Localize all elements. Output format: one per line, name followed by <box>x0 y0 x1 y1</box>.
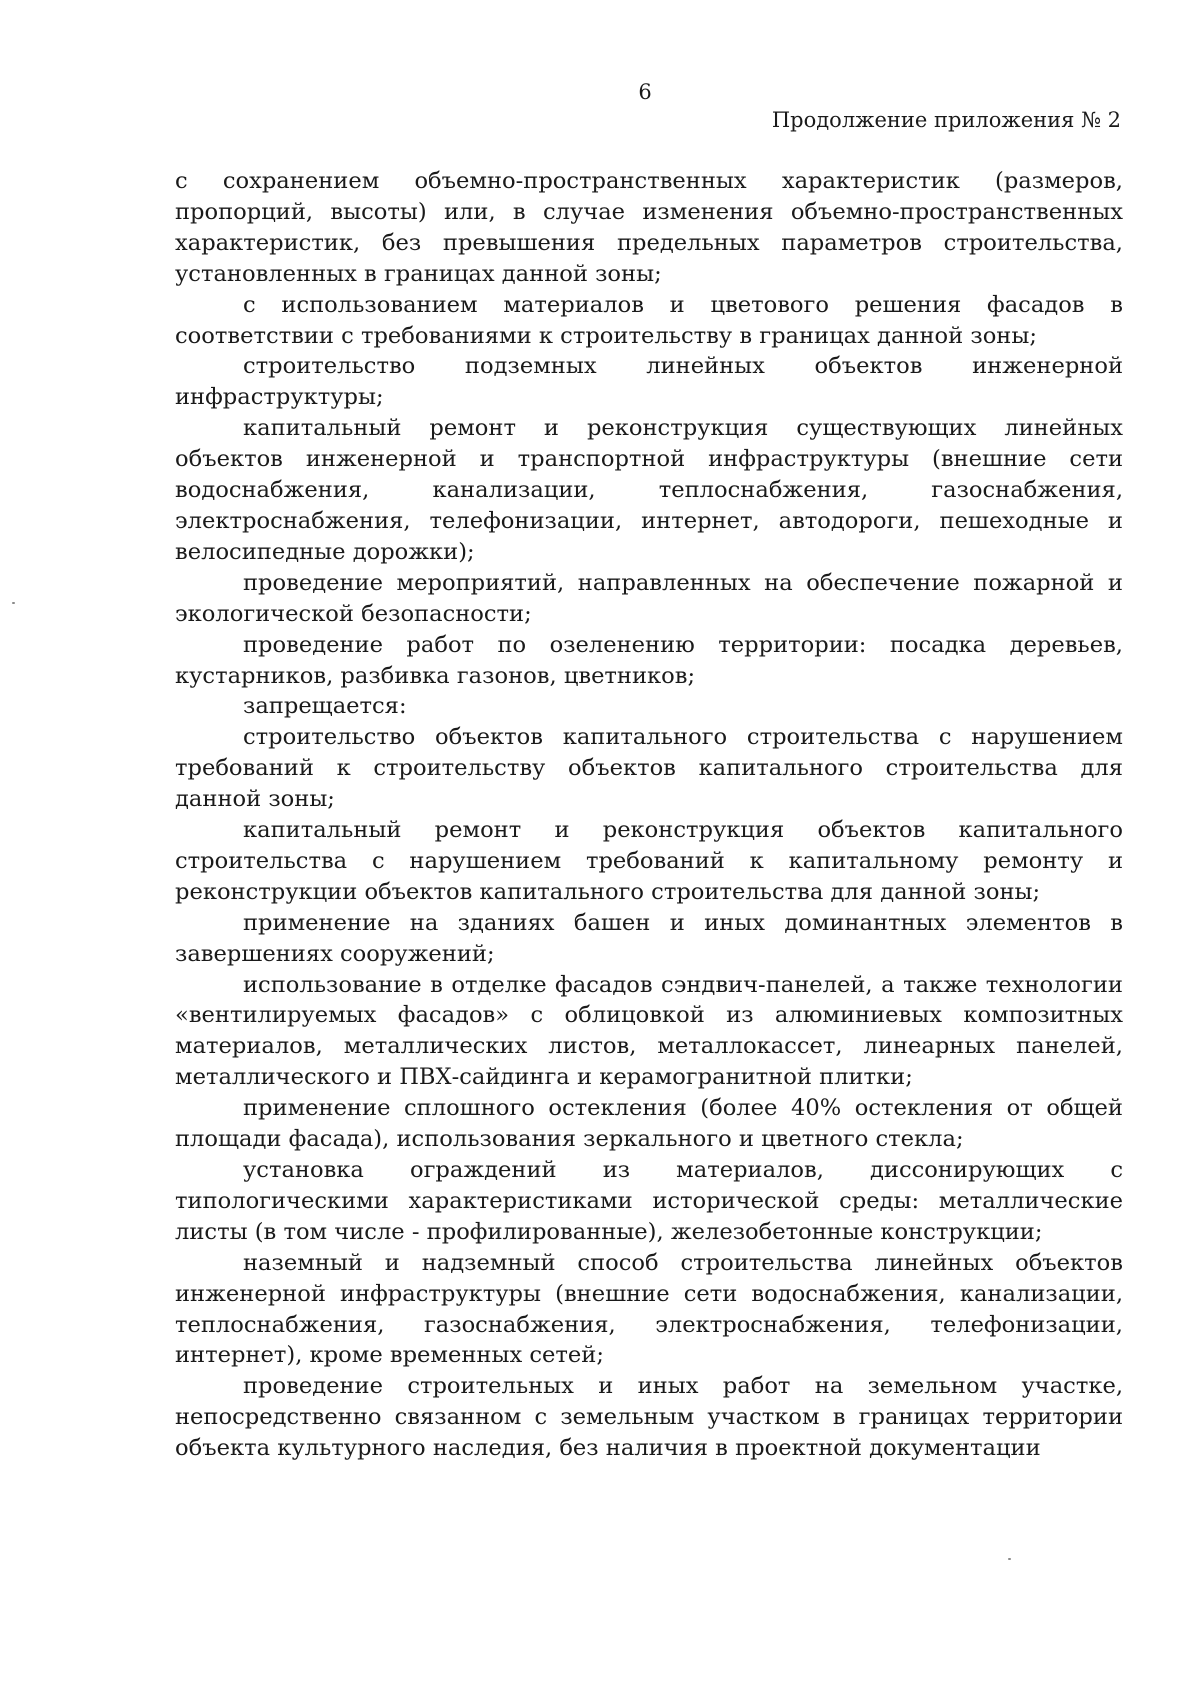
scan-speck <box>12 602 15 604</box>
paragraph: с использованием материалов и цветового решения фасадов в соответствии с требованиями к строительству в границах данной зоны; <box>175 291 1123 349</box>
paragraph: установка ограждений из материалов, диссонирующих с типологическими характеристиками исторической среды: металлические листы (в том числе - профилированные), железобетонные конструкции; <box>175 1157 1123 1245</box>
paragraph: с сохранением объемно-пространственных характеристик (размеров, пропорций, высоты) или, в случае изменения объемно-пространственных характеристик, без превышения предельных параметров строительства, установленных в границах данной зоны; <box>175 168 1123 287</box>
paragraph: проведение работ по озеленению территории: посадка деревьев, кустарников, разбивка газонов, цветников; <box>175 631 1123 689</box>
paragraph: проведение мероприятий, направленных на обеспечение пожарной и экологической безопасности; <box>175 569 1123 627</box>
paragraph: использование в отделке фасадов сэндвич-панелей, а также технологии «вентилируемых фасадов» с облицовкой из алюминиевых композитных материалов, металлических листов, металлокассет, линеарных панелей, металлического и ПВХ-сайдинга и керамогранитной плитки; <box>175 971 1123 1091</box>
paragraph: строительство объектов капитального строительства с нарушением требований к строительству объектов капитального строительства для данной зоны; <box>175 724 1123 813</box>
paragraph: запрещается: <box>243 693 407 720</box>
paragraph: применение сплошного остекления (более 40% остекления от общей площади фасада), использования зеркального и цветного стекла; <box>175 1095 1123 1153</box>
page-number: 6 <box>638 80 652 104</box>
scan-speck <box>1008 1558 1011 1560</box>
paragraph: наземный и надземный способ строительства линейных объектов инженерной инфраструктуры (внешние сети водоснабжения, канализации, теплоснабжения, газоснабжения, электроснабжения, телефонизации, интернет), кроме временных сетей; <box>175 1249 1123 1369</box>
running-header: Продолжение приложения № 2 <box>771 108 1121 132</box>
paragraph: строительство подземных линейных объектов инженерной инфраструктуры; <box>175 353 1123 411</box>
body-text <box>175 166 1123 1464</box>
paragraph: капитальный ремонт и реконструкция объектов капитального строительства с нарушением требований к капитальному ремонту и реконструкции объектов капитального строительства для данной зоны; <box>175 817 1123 905</box>
paragraph: проведение строительных и иных работ на земельном участке, непосредственно связанном с земельным участком в границах территории объекта культурного наследия, без наличия в проектной документации <box>175 1373 1123 1462</box>
paragraph: применение на зданиях башен и иных доминантных элементов в завершениях сооружений; <box>175 909 1123 967</box>
paragraph: капитальный ремонт и реконструкция существующих линейных объектов инженерной и транспортной инфраструктуры (внешние сети водоснабжения, канализации, теплоснабжения, газоснабжения, электроснабжения, телефонизации, интернет, автодороги, пешеходные и велосипедные дорожки); <box>175 415 1123 565</box>
